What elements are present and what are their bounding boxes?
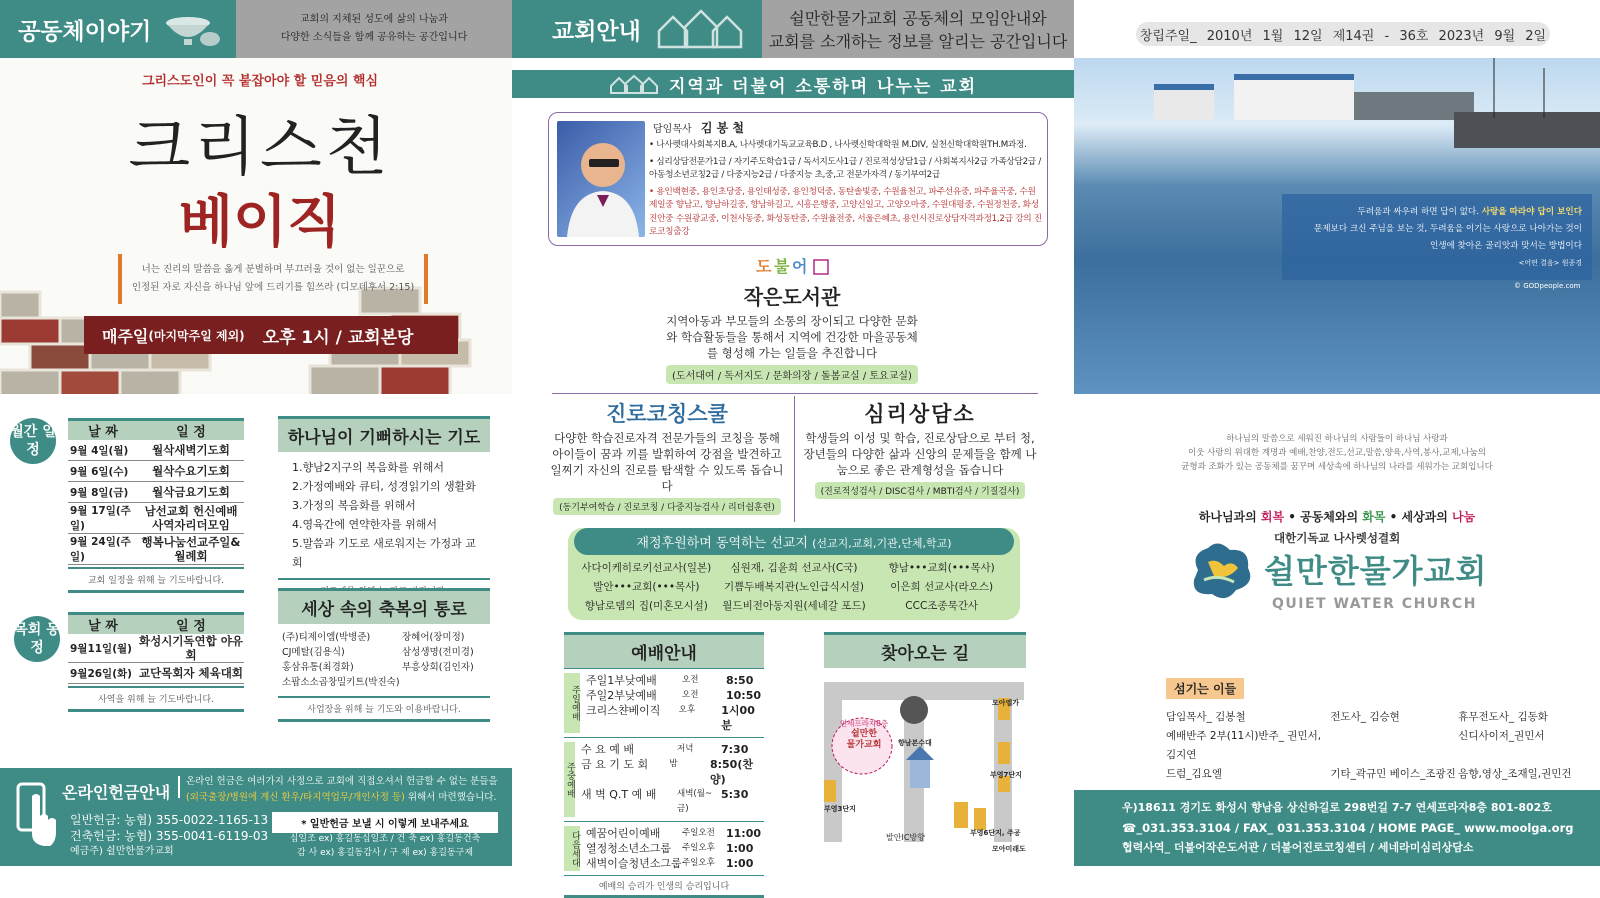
staff-item: 드럼_김요엘 [1166, 768, 1222, 780]
map-label: 향남본수대 [898, 739, 932, 747]
staff-item: 휴무전도사_ 김동화 [1458, 711, 1548, 723]
header-desc: 교회를 소개하는 정보를 알리는 공간입니다 [768, 32, 1068, 51]
map-label: 모아미래도 [992, 845, 1026, 853]
mission-item: 기쁨두배복지관(노인급식시설) [723, 581, 865, 593]
address: 우)18611 경기도 화성시 향남읍 상신하길로 298번길 7-7 연세프라자8층 801-802호 [1122, 801, 1552, 814]
pastor-name: 김 봉 철 [700, 121, 744, 135]
online-desc-line: 위해서 마련했습니다. [404, 792, 497, 803]
psych-chip: (진로적성검사 / DISC검사 / MBTI검사 / 기질검사) [815, 482, 1026, 499]
worship-when: 저녁 [676, 744, 694, 754]
worship-when: 오전 [682, 675, 699, 685]
career-title: 진로코칭스쿨 [606, 402, 728, 426]
psych-title: 심리상담소 [864, 402, 976, 426]
online-giving [0, 768, 512, 866]
divider [552, 393, 1038, 394]
col-date: 날 짜 [88, 425, 118, 440]
staff-row [1166, 765, 1586, 784]
pastor-table [68, 612, 244, 712]
table-row [68, 634, 244, 663]
howto-title: * 일반헌금 보낼 시 이렇게 보내주세요 [272, 812, 498, 833]
mission-item: 발안•••교회(•••목사) [593, 581, 700, 593]
mission-sub: (선교지,교회,기관,단체,학교) [812, 537, 952, 550]
worship-block [564, 668, 764, 737]
header-desc: 교회의 지체된 성도에 삶의 나눔과 [300, 14, 448, 25]
phone-hand-icon [14, 782, 58, 852]
staff-row [1166, 708, 1586, 727]
worship-name: 크리스챤베이직 [586, 704, 661, 717]
prayer-box [278, 416, 490, 604]
bless-box [278, 588, 490, 722]
row-item: 화성시기독연합 야유회 [139, 634, 243, 662]
worship-item [586, 856, 764, 871]
staff-item: 담임목사_ 김봉철 [1166, 711, 1246, 723]
houses-icon [655, 7, 745, 51]
pastor-credential: • 용인백현중, 용인초당중, 용인태성중, 용인청덕중, 동탄솔빛중, 수원율천고, 파주선유중, 파주율곡중, 수원제일중 향남고, 향남하길중, 향남하길고, 시흥은행중, 고양신일고, 고양오마중, 수원대평중, 수원정천중, 화성진안중 수원광교중, 이천사동중, 화성동탄중, 수원율전중, 서울은혜초, 용인시진로상담자격과정1,2급 강의 진로코칭출강 [649, 186, 1042, 237]
table-row [68, 503, 244, 534]
online-desc [186, 774, 498, 806]
staff-item: 음향,영상_조재일,권민건 [1458, 768, 1572, 780]
worship-item [581, 757, 764, 787]
info-header [512, 0, 1074, 58]
mission-item: CCC조종묵간사 [905, 600, 979, 612]
mission-title-text: 재정후원하며 동역하는 선교지 [636, 536, 808, 551]
worship-item [581, 742, 764, 757]
worship-list [586, 673, 764, 733]
quote-line: 인생에 찾아온 골리앗과 맞서는 방법이다 [1429, 241, 1582, 251]
time-banner [84, 316, 458, 354]
mission-item: 월드비전아동지원(세네갈 포드) [722, 600, 866, 612]
howto [272, 832, 498, 860]
worship-time: 1시00분 [721, 704, 755, 732]
col-schedule: 일 정 [176, 619, 206, 634]
row-item: 월삭금요기도회 [152, 485, 230, 499]
church-info-panel [512, 0, 1074, 892]
worship-item [586, 688, 764, 703]
worship-item [586, 673, 764, 688]
worship-title: 예배안내 [564, 632, 764, 668]
map-label: 발안IC방향 [886, 833, 925, 842]
pastor-photo [557, 121, 645, 237]
map-title: 찾아오는 길 [824, 632, 1026, 668]
worship-item [581, 787, 764, 817]
staff-item: 신디사이저_권민서 [1458, 730, 1545, 742]
svg-text:불: 불 [774, 257, 790, 276]
worship-name: 예꿈어린이예배 [586, 827, 661, 840]
worship-when: 새벽(월~금) [676, 789, 713, 814]
worship-when: 주일오후 [682, 858, 715, 868]
mission-item: 향남•••교회(•••목사) [888, 562, 995, 574]
worship-note: 예배의 승리가 인생의 승리입니다 [564, 875, 764, 898]
quote-box [1282, 194, 1592, 280]
mission-statement [1074, 432, 1600, 474]
pastor-credential: • 심리상담전문가1급 / 자기주도학습1급 / 독서지도사1급 / 진로적성상담1급 / 사회복지사2급 가족상담2급 / 아동청소년코칭2급 / 다중지능2급 / 다중지능 초,중,고 전문가자격 / 동기부여2급 [649, 156, 1041, 180]
row-date: 9월 6일(수) [70, 465, 129, 478]
motto-part: 하나님과의 [1198, 510, 1261, 524]
psych-section [802, 398, 1038, 499]
library-chip: (도서대여 / 독서지도 / 문화의장 / 돌봄교실 / 토요교실) [666, 365, 918, 384]
poster-title-2: 베이직 [178, 190, 342, 255]
worship-list [581, 742, 764, 817]
poster-title-1: 크리스천 [128, 111, 392, 185]
quote-source: <어떤 결음> 원종경 [1518, 259, 1582, 267]
list-item: 2.가정예배와 큐티, 성경읽기의 생활화 [292, 480, 476, 493]
bowl-icon [162, 9, 222, 49]
pastor-credential: • 나사렛대사회복지B.A, 나사렛대기독교교육B.D , 나사렛신학대학원 M.DIV, 실천신학대학원TH.M과정. [649, 140, 1027, 150]
map-label: 부영3단지 [824, 805, 856, 813]
mission-line: 균형과 조화가 있는 공동체를 꿈꾸며 세상속에 하나님의 나라를 세워가는 교회입니다 [1181, 462, 1493, 472]
worship-name: 새 벽 Q.T 예 배 [580, 788, 657, 801]
quote-line: 문제보다 크신 주님을 보는 것, 두려움을 이기는 사랑으로 나아가는 것이 [1313, 224, 1582, 234]
motto-sep: • [1385, 510, 1402, 524]
worship-time: 5:30 [720, 788, 749, 801]
directions-map [824, 668, 1026, 848]
map-label: 부영6단지, 주공 [970, 829, 1021, 837]
mission-item: 심원재, 김윤희 선교사(C국) [730, 562, 858, 574]
pastor-title [653, 119, 744, 136]
houses-small-icon [609, 74, 659, 94]
banner-note: (마지막주일 제외) [148, 328, 245, 343]
library-text: 지역아동과 부모들의 소통의 장이되고 다양한 문화와 학습활동들을 통해서 지역에 건강한 마을공동체를 형성해 가는 일들을 추진합니다 [666, 314, 918, 360]
section-title: 공동체이야기 [18, 18, 152, 45]
worship-item [586, 841, 764, 856]
row-date: 9월 4일(월) [70, 444, 129, 457]
motto-part: 공동체와의 [1300, 510, 1363, 524]
list-item: 5.말씀과 기도로 새로워지는 가정과 교회 [292, 537, 476, 569]
row-date: 9월26일(화) [70, 667, 132, 680]
worship-block [564, 737, 764, 821]
phone-fax-web: ☎_031.353.3104 / FAX_ 031.353.3104 / HOME PAGE_ www.moolga.org [1122, 821, 1574, 835]
list-item: 장혜어(장미정) [402, 632, 465, 643]
map-church-building: 연세프라자8층 [839, 719, 889, 728]
row-item: 행복나눔선교주일&월례회 [141, 535, 241, 563]
worship-when: 주일오전 [682, 828, 715, 838]
community-panel [0, 0, 512, 866]
account-building: 건축헌금: 농협) 355-0041-6119-03 [70, 829, 269, 843]
career-chip: (동기부여학습 / 진로코칭 / 다중지능검사 / 리더쉽훈련) [553, 498, 781, 515]
basic-poster [0, 58, 512, 394]
banner [512, 70, 1074, 98]
worship-block-label: 주중예배 [564, 742, 575, 817]
church-name-text: 쉴만한물가교회 [1264, 552, 1488, 590]
denomination: 대한기독교 나사렛성결회 [1274, 531, 1401, 545]
online-title: 온라인헌금안내 [62, 783, 171, 802]
staff-item: 기타_곽규민 베이스_조광진 [1330, 768, 1456, 780]
worship-item [586, 826, 764, 841]
pastor-role: 담임목사 [653, 124, 692, 135]
accounts [70, 812, 268, 860]
row-date: 9월11일(월) [70, 642, 132, 655]
poster-subtitle: 그리스도인이 꼭 붙잡아야 할 믿음의 핵심 [141, 74, 379, 89]
pastor-card [548, 112, 1048, 246]
photo-credit: © GODpeople.com [1514, 282, 1581, 290]
staff-item: 예배반주 2부(11시)반주_ 권민서, 김지연 [1166, 730, 1322, 761]
career-text: 다양한 학습진로자격 전문가들의 코칭을 통해 아이들이 꿈과 끼를 발휘하여 강점을 발견하고 일찌기 자신의 진로를 탐색할 수 있도록 돕습니다 [550, 431, 784, 493]
section-title: 교회안내 [552, 18, 641, 45]
worship-block-label: 주일예배 [564, 673, 580, 733]
banner-text: 지역과 더불어 소통하며 나누는 교회 [668, 76, 977, 97]
col-date: 날 짜 [88, 619, 118, 634]
verse-line: 너는 진리의 말씀을 옳게 분별하며 부끄러울 것이 없는 일꾼으로 [141, 264, 405, 275]
verse-box [118, 254, 428, 304]
worship-time: 8:50 [726, 674, 754, 687]
career-section [548, 398, 786, 515]
row-date: 9월 8일(금) [70, 486, 129, 499]
banner-day: 매주일 [102, 326, 149, 346]
worship-time: 11:00 [726, 827, 762, 840]
motto-accent: 나눔 [1452, 510, 1476, 524]
worship-item [586, 703, 764, 733]
svg-text:어: 어 [792, 257, 808, 276]
map-church-label [836, 718, 892, 751]
row-date: 9월 24일(주일) [70, 536, 131, 563]
row-date: 9월 17일(주일) [70, 505, 131, 532]
mission-box [568, 528, 1020, 620]
bless-title: 세상 속의 축복의 통로 [278, 588, 490, 624]
staff-row [1166, 727, 1586, 765]
worship-section [564, 632, 764, 898]
church-name [1264, 546, 1487, 592]
list-item: 소팝소소곱창밀키트(박진숙) [282, 677, 400, 688]
online-desc-highlight: (외국출장/병원에 계신 환우/타지역업무/개인사정 등) [186, 792, 405, 803]
list-item: 4.영육간에 연약한자를 위해서 [292, 518, 437, 531]
mission-item: 향남로뎀의 집(미혼모시설) [584, 600, 708, 612]
monthly-note: 교회 일정을 위해 늘 기도바랍니다. [68, 567, 244, 593]
map-church-name: 물가교회 [846, 740, 882, 750]
pastor-badge: 목회 동정 [14, 616, 60, 662]
row-item: 교단목회자 체육대회 [139, 666, 243, 680]
table-row [68, 482, 244, 503]
howto-line: 십일조 ex) 홍길동십일조 / 건 축 ex) 홍길동건축 [289, 834, 481, 844]
mission-row [576, 559, 1012, 578]
cover-panel [1074, 0, 1600, 866]
issue-info: 창립주일_ 2010년 1월 12일 제14권 - 36호 2023년 9월 2일 [1136, 22, 1550, 46]
howto-line: 감 사 ex) 홍길동감사 / 구 제 ex) 홍길동구제 [296, 848, 474, 858]
worship-time: 1:00 [726, 857, 754, 870]
list-item: 부흥상회(김인자) [402, 662, 474, 673]
staff-item: 전도사_ 김승현 [1330, 711, 1400, 723]
library-title: 작은도서관 [743, 285, 841, 309]
list-item: 홍삼유통(최경화) [282, 662, 354, 673]
table-row [68, 461, 244, 482]
table-row [68, 534, 244, 565]
worship-when: 오후 [678, 705, 696, 715]
row-item: 남선교회 헌신예배 사역자리더모임 [144, 504, 238, 532]
account-general: 일반헌금: 농협) 355-0022-1165-13 [70, 813, 269, 827]
worship-when: 밤 [669, 759, 678, 769]
mission-row [576, 597, 1012, 616]
worship-time: 8:50(찬양) [709, 758, 753, 786]
staff-title: 섬기는 이들 [1166, 678, 1244, 699]
map-church-name: 쉴만한 [850, 729, 878, 739]
worship-name: 새벽이슬청년소그룹 [586, 857, 682, 870]
banner-time: 오후 1시 / 교회본당 [262, 327, 414, 348]
worship-list [586, 826, 764, 871]
header-desc: 쉴만한물가교회 공동체의 모임안내와 [789, 9, 1047, 28]
table-row [68, 663, 244, 684]
list-item: CJ메탈(김용식) [282, 647, 345, 658]
verse-line: 인정된 자로 자신을 하나님 앞에 드리기를 힘쓰라 (디모데후서 2:15) [131, 282, 415, 293]
worship-when: 주일오후 [682, 843, 715, 853]
motto-part: 세상과의 [1401, 510, 1453, 524]
quote-line: 두려움과 싸우려 하면 답이 없다. [1357, 207, 1482, 217]
worship-name: 금 요 기 도 회 [580, 758, 649, 771]
worship-when: 오전 [682, 690, 699, 700]
worship-name: 주일2부낮예배 [586, 689, 657, 702]
header-desc: 다양한 소식들을 함께 공유하는 공간입니다 [280, 32, 468, 43]
cooperation: 협력사역_ 더불어작은도서관 / 더불어진로코칭센터 / 세네라미심리상담소 [1122, 841, 1474, 854]
church-logo-icon [1184, 540, 1256, 606]
psych-text: 학생들의 이성 및 학습, 진로상담으로 부터 청, 장년들의 다양한 삶과 신앙의 문제들을 함께 나눔으로 좋은 관계형성을 돕습니다 [803, 431, 1037, 477]
motto-sep: • [1284, 510, 1301, 524]
table-row [68, 440, 244, 461]
col-schedule: 일 정 [176, 425, 206, 440]
worship-name: 주일1부낮예배 [586, 674, 657, 687]
footer-contact [1074, 790, 1600, 866]
monthly-badge: 월간 일정 [10, 418, 56, 464]
staff-item [1330, 727, 1458, 765]
worship-name: 수 요 예 배 [580, 743, 634, 756]
online-desc-line: 온라인 헌금은 여러가지 사정으로 교회에 직접오셔서 헌금할 수 없는 분들을 [186, 776, 498, 787]
prayer-title: 하나님이 기뻐하시는 기도 [278, 416, 490, 452]
church-name-en: QUIET WATER CHURCH [1272, 596, 1477, 612]
mission-item: 사다이케히로키선교사(일본) [581, 562, 712, 574]
quote-highlight: 사랑을 따라야 답이 보인다 [1481, 207, 1582, 217]
row-item: 월삭수요기도회 [152, 464, 230, 478]
worship-name: 열정청소년소그룹 [586, 842, 672, 855]
pastor-note: 사역을 위해 늘 기도바랍니다. [68, 686, 244, 712]
list-item: 3.가정의 복음화를 위해서 [292, 499, 416, 512]
monthly-table [68, 418, 244, 593]
list-item: 삼성생명(전미경) [402, 647, 474, 658]
map-section [824, 632, 1026, 852]
library-logo [662, 252, 922, 281]
mission-item: 이은희 선교사(라오스) [890, 581, 994, 593]
worship-block-label: 다음세대 [564, 826, 580, 871]
mission-line: 이웃 사랑의 위대한 계명과 예배,찬양,전도,선교,말씀,양육,사역,봉사,교제,나눔의 [1188, 448, 1486, 458]
bless-note: 사업장을 위해 늘 기도와 이용바랍니다. [278, 696, 490, 722]
motto-accent: 화목 [1362, 510, 1386, 524]
library-section [662, 252, 922, 384]
mission-row [576, 578, 1012, 597]
motto-accent: 회복 [1260, 510, 1285, 524]
community-header [0, 0, 512, 58]
account-holder: 예금주) 쉴만한물가교회 [70, 846, 174, 857]
list-item: 1.향남2지구의 복음화를 위해서 [292, 461, 444, 474]
worship-time: 7:30 [720, 743, 749, 756]
list-item: (주)티제이엠(박병준) [282, 632, 371, 643]
worship-time: 10:50 [726, 689, 762, 702]
map-label: 모아엘가 [992, 699, 1020, 707]
mission-title [574, 528, 1014, 555]
divider [794, 396, 795, 522]
worship-block [564, 821, 764, 875]
worship-time: 1:00 [726, 842, 754, 855]
motto [1074, 508, 1600, 525]
row-item: 월삭새벽기도회 [152, 443, 230, 457]
svg-text:도: 도 [756, 257, 772, 276]
map-label: 부영7단지 [990, 771, 1022, 779]
mission-line: 하나님의 말씀으로 세워진 하나님의 사람들이 하나님 사랑과 [1226, 434, 1448, 444]
